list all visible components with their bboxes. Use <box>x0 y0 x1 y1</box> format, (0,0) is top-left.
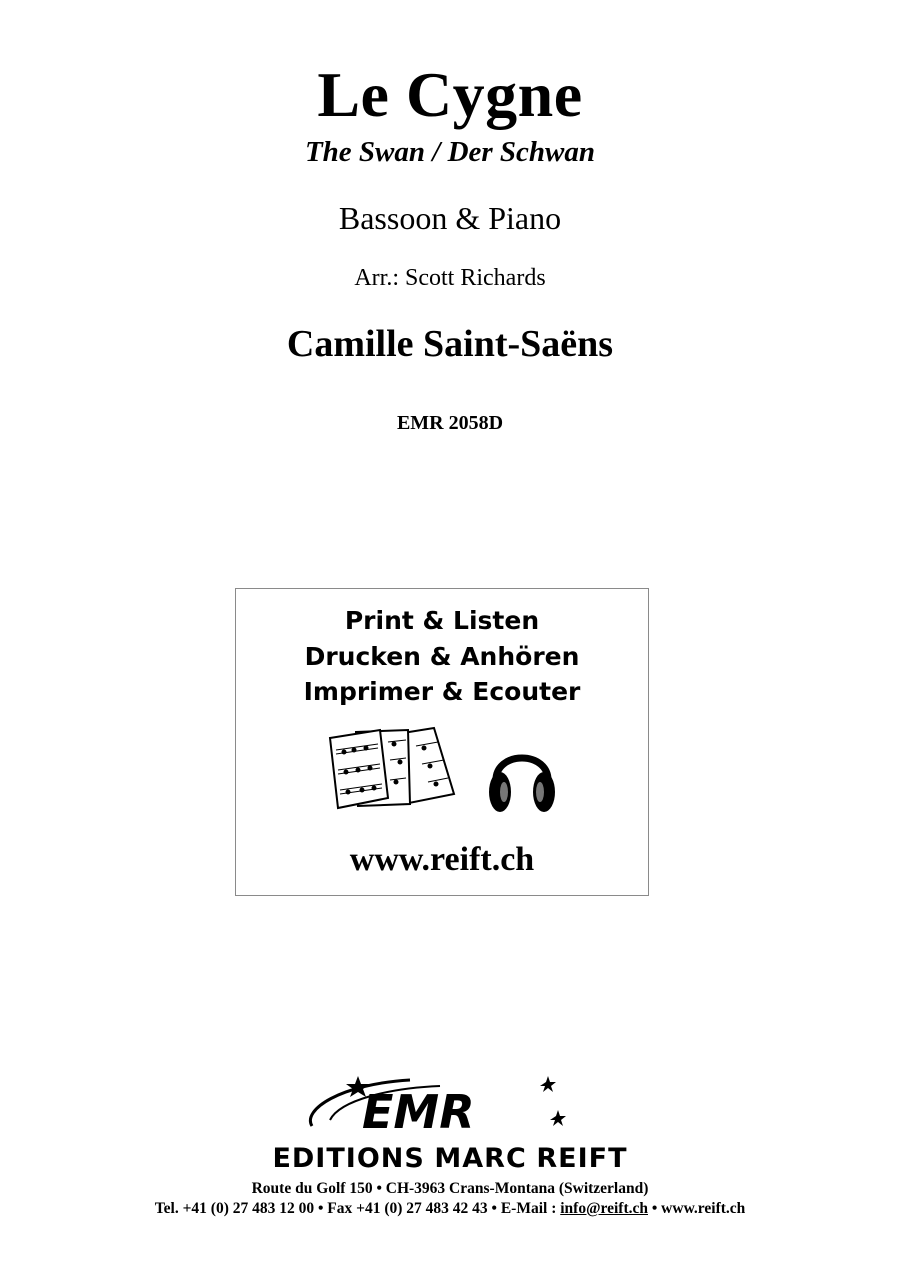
publisher-name-part2: MARC <box>434 1143 527 1174</box>
subtitle: The Swan / Der Schwan <box>304 136 596 168</box>
sheet-music-icon <box>326 724 456 814</box>
promo-line-english: Print & Listen <box>344 606 540 635</box>
arranger: Arr.: Scott Richards <box>354 265 546 291</box>
publisher-name-part3: REIFT <box>536 1143 628 1174</box>
svg-text:EMR: EMR <box>362 1085 475 1134</box>
contact-website[interactable]: • www.reift.ch <box>648 1200 746 1217</box>
headphones-icon <box>486 736 558 818</box>
email-link[interactable]: info@reift.ch <box>560 1200 648 1217</box>
contact-phone-fax: Tel. +41 (0) 27 483 12 00 • Fax +41 (0) 27 483 42 43 • E-Mail : <box>154 1200 561 1217</box>
publisher-name-part1: EDITIONS <box>272 1143 425 1174</box>
publisher-address: Route du Golf 150 • CH-3963 Crans-Montana (Switzerland) <box>251 1180 649 1197</box>
publisher-contacts <box>0 1200 900 1218</box>
promo-website[interactable]: www.reift.ch <box>349 841 535 878</box>
catalog-number: EMR 2058D <box>396 412 504 434</box>
emr-logo <box>300 1074 580 1134</box>
publisher-name <box>0 1143 900 1174</box>
promo-line-french: Imprimer & Ecouter <box>303 677 581 706</box>
instrumentation: Bassoon & Piano <box>338 200 562 236</box>
print-and-listen-box <box>235 588 649 896</box>
composer: Camille Saint-Saëns <box>286 323 614 365</box>
page-title: Le Cygne <box>317 59 583 130</box>
promo-line-german: Drucken & Anhören <box>304 642 580 671</box>
